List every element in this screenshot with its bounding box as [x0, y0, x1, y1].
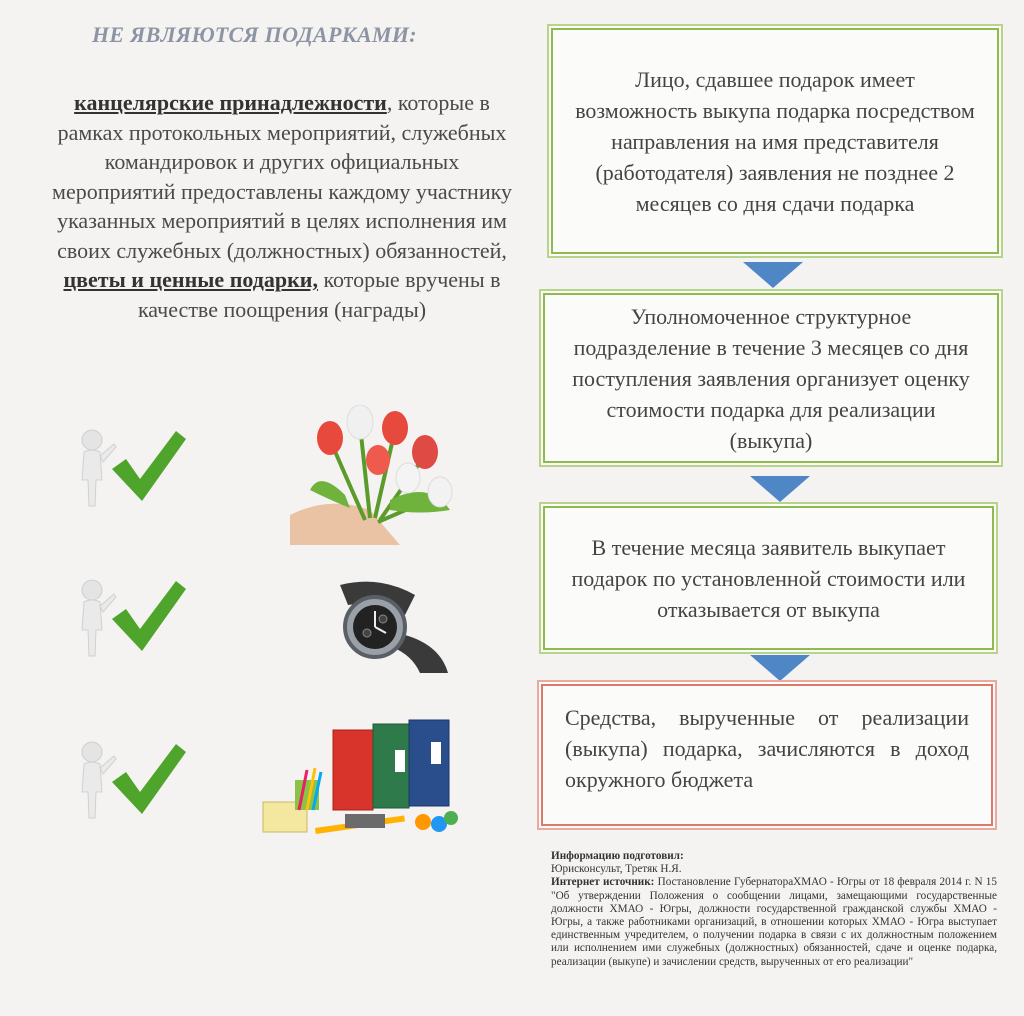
tulip-bouquet-illustration: [290, 400, 460, 545]
source-label: Интернет источник:: [551, 876, 655, 889]
office-supplies-illustration: [255, 710, 465, 850]
flow-step-3: [543, 506, 994, 650]
checkmark-icon: [108, 738, 188, 818]
arrow-down-icon: [750, 655, 810, 681]
exceptions-text-2: которые вручены в качестве поощрения (награды): [137, 267, 501, 322]
flow-step-2-text: Уполномоченное структурное подразделение в течение 3 месяцев со дня поступления заявления организует оценку стоимости подарка для реализации (выкупа): [572, 303, 970, 453]
checkmark-icon: [108, 575, 188, 655]
footer-credits: [551, 850, 997, 969]
flow-step-4: [541, 684, 993, 826]
checkmark-icon: [108, 425, 188, 505]
source-text: Постановление ГубернатораХМАО - Югры от 18 февраля 2014 г. N 15 "Об утверждении Положения о сообщении лицами, замещающими государственные должности ХМАО - Югры, должности государственной гражданской службы ХМАО - Югры, а также работниками организаций, в отношении которых ХМАО - Югра выступает единственным учредителем, о получении подарка в связи с их должностным положением или исполнением ими служебных (должностных) обязанностей, сдаче и оценке подарка, реализации (выкупе) и зачислении средств, вырученных от его реализации": [551, 876, 997, 968]
highlight-flowers-gifts: цветы и ценные подарки,: [63, 267, 318, 292]
source-citation: [551, 876, 997, 968]
flow-step-4-text: Средства, вырученные от реализации (выкупа) подарка, зачисляются в доход окружного бюджета: [565, 705, 969, 792]
wristwatch-illustration: [320, 575, 450, 675]
exceptions-paragraph: [52, 88, 512, 324]
flow-step-3-text: В течение месяца заявитель выкупает подарок по установленной стоимости или отказывается от выкупа: [571, 534, 966, 622]
prepared-label: Информацию подготовил:: [551, 850, 684, 862]
prepared-by: Юрисконсульт, Третяк Н.Я.: [551, 863, 682, 876]
section-title: НЕ ЯВЛЯЮТСЯ ПОДАРКАМИ:: [92, 22, 417, 47]
flow-step-1-text: Лицо, сдавшее подарок имеет возможность выкупа подарка посредством направления на имя представителя (работодателя) заявления не позднее 2 месяцев со дня сдачи подарка: [575, 66, 975, 216]
flow-step-2: [543, 293, 999, 463]
flow-step-1: [551, 28, 999, 254]
arrow-down-icon: [743, 262, 803, 288]
arrow-down-icon: [750, 476, 810, 502]
exceptions-text-1: , которые в рамках протокольных мероприятий, служебных командировок и других официальных мероприятий предоставлены каждому участнику указанных мероприятий в целях исполнения им своих служебных (должностных) обязанностей,: [52, 90, 512, 263]
highlight-stationery: канцелярские принадлежности: [74, 90, 387, 115]
